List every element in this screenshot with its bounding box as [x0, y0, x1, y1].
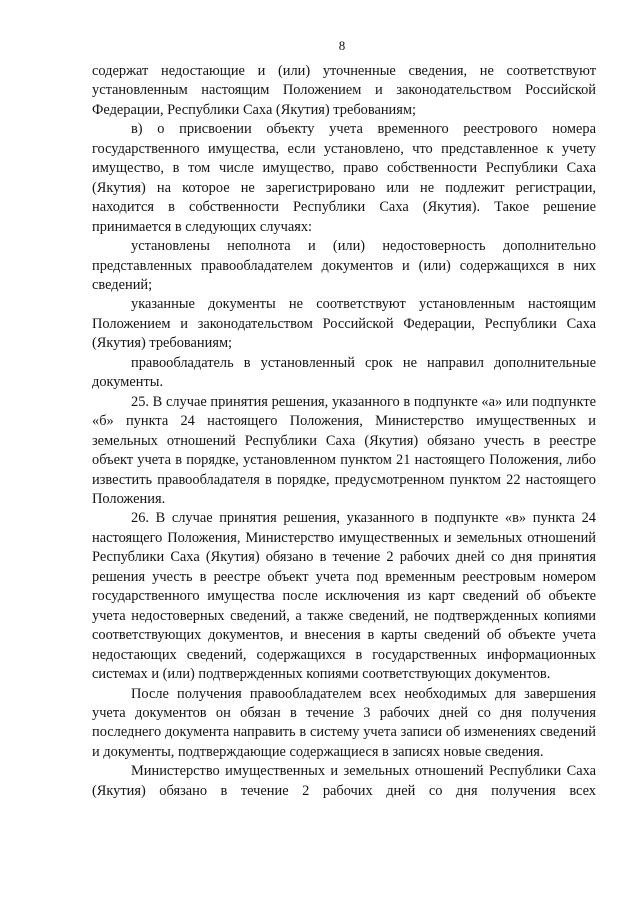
paragraph-case-not-sent: правообладатель в установленный срок не направил дополнительные документы.: [92, 354, 596, 391]
paragraph-case-noncompliant: указанные документы не соответствуют установленным настоящим Положением и законодательством Российской Федерации, Республики Саха (Якутия) требованиям;: [92, 296, 596, 352]
paragraph-ministry-obligation: Министерство имущественных и земельных отношений Республики Саха (Якутия) обязано в течение 2 рабочих дней со дня получения всех: [92, 763, 596, 799]
paragraph-item-26: 26. В случае принятия решения, указанного в подпункте «в» пункта 24 настоящего Положения, Министерство имущественных и земельных отношений Республики Саха (Якутия) обязано в течение 2 рабочих дней со дня принятия решения учесть в реестре объект учета под временным реестровым номером государственного имущества после исключения из карт сведений об объекте учета недостоверных сведений, а также сведений, не подтвержденных копиями соответствующих документов, и внесения в карты сведений об объекте учета недостающих сведений, содержащихся в государственных информационных системах и (или) подтвержденных копиями соответствующих документов.: [92, 510, 596, 683]
paragraph-case-incomplete: установлены неполнота и (или) недостоверность дополнительно представленных правообладателем документов и (или) содержащихся в них сведений;: [92, 238, 596, 293]
paragraph-after-receipt: После получения правообладателем всех необходимых для завершения учета документов он обязан в течение 3 рабочих дней со дня получения последнего документа направить в систему учета записи об изменениях сведений и документы, подтверждающие содержащиеся в записях новые сведения.: [92, 685, 596, 760]
paragraph-item-25: 25. В случае принятия решения, указанного в подпункте «а» или подпункте «б» пункта 24 настоящего Положения, Министерство имущественных и земельных отношений Республики Саха (Якутия) обязано учесть в реестре объект учета в порядке, установленном пунктом 21 настоящего Положения, либо известить правообладателя в порядке, предусмотренном пунктом 22 настоящего Положения.: [92, 393, 596, 507]
paragraph-continuation: содержат недостающие и (или) уточненные сведения, не соответствуют установленным настоящим Положением и законодательством Российской Федерации, Республики Саха (Якутия) требованиям;: [92, 63, 596, 118]
document-page: [92, 36, 596, 801]
page-number: 8: [338, 38, 346, 53]
paragraph-subitem-v: в) о присвоении объекту учета временного реестрового номера государственного имущества, если установлено, что представленное к учету имущество, в том числе имущество, право собственности Республики Саха (Якутия) на которое не зарегистрировано или не подлежит регистрации, находится в собственности Республики Саха (Якутия). Такое решение принимается в следующих случаях:: [92, 121, 596, 235]
